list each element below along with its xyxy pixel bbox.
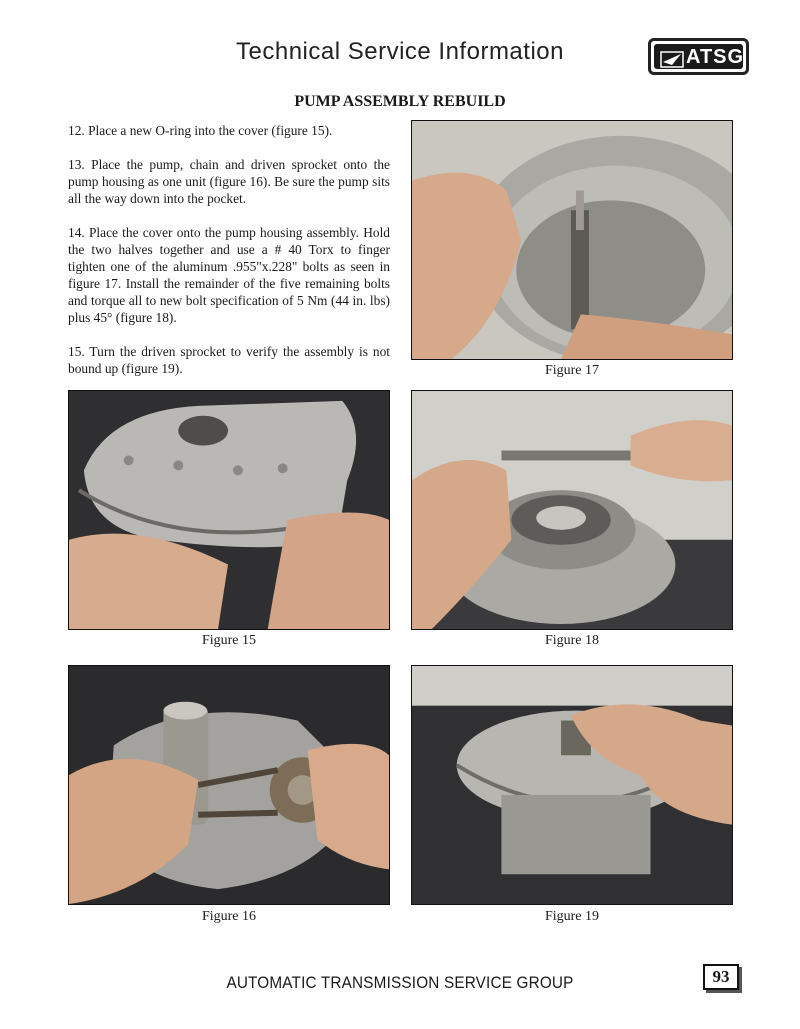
figure-17-caption: Figure 17 [544,363,600,378]
logo-text: ATSG [686,46,745,68]
figure-18-caption: Figure 18 [544,633,600,648]
step-15: 15. Turn the driven sprocket to verify the assembly is not bound up (figure 19). [68,344,390,376]
footer-text: AUTOMATIC TRANSMISSION SERVICE GROUP [226,973,574,992]
instruction-steps [68,122,390,394]
step-13: 13. Place the pump, chain and driven sprocket onto the pump housing as one unit (figure 16). Be sure the pump sits all the way down into the pocket. [68,157,390,206]
header-title: Technical Service Information [236,38,564,65]
step-14: 14. Place the cover onto the pump housing assembly. Hold the two halves together and use a # 40 Torx to finger tighten one of the aluminum .955"x.228" bolts as seen in figure 17. Install the remainder of the five remaining bolts and torque all to new bolt specification of 5 Nm (44 in. lbs) plus 45° (figure 18). [68,225,390,325]
figure-19-photo [411,665,733,905]
atsg-logo-icon [660,50,684,69]
atsg-logo [648,38,749,75]
figure-16-photo [68,665,390,905]
step-12: 12. Place a new O-ring into the cover (figure 15). [68,123,333,138]
figure-15-photo [68,390,390,630]
figure-15-caption: Figure 15 [201,633,257,648]
figure-17-photo [411,120,733,360]
figure-16-caption: Figure 16 [201,909,257,924]
section-title: PUMP ASSEMBLY REBUILD [294,93,506,110]
figure-19-caption: Figure 19 [544,909,600,924]
figure-18-photo [411,390,733,630]
page-number: 93 [703,964,739,990]
